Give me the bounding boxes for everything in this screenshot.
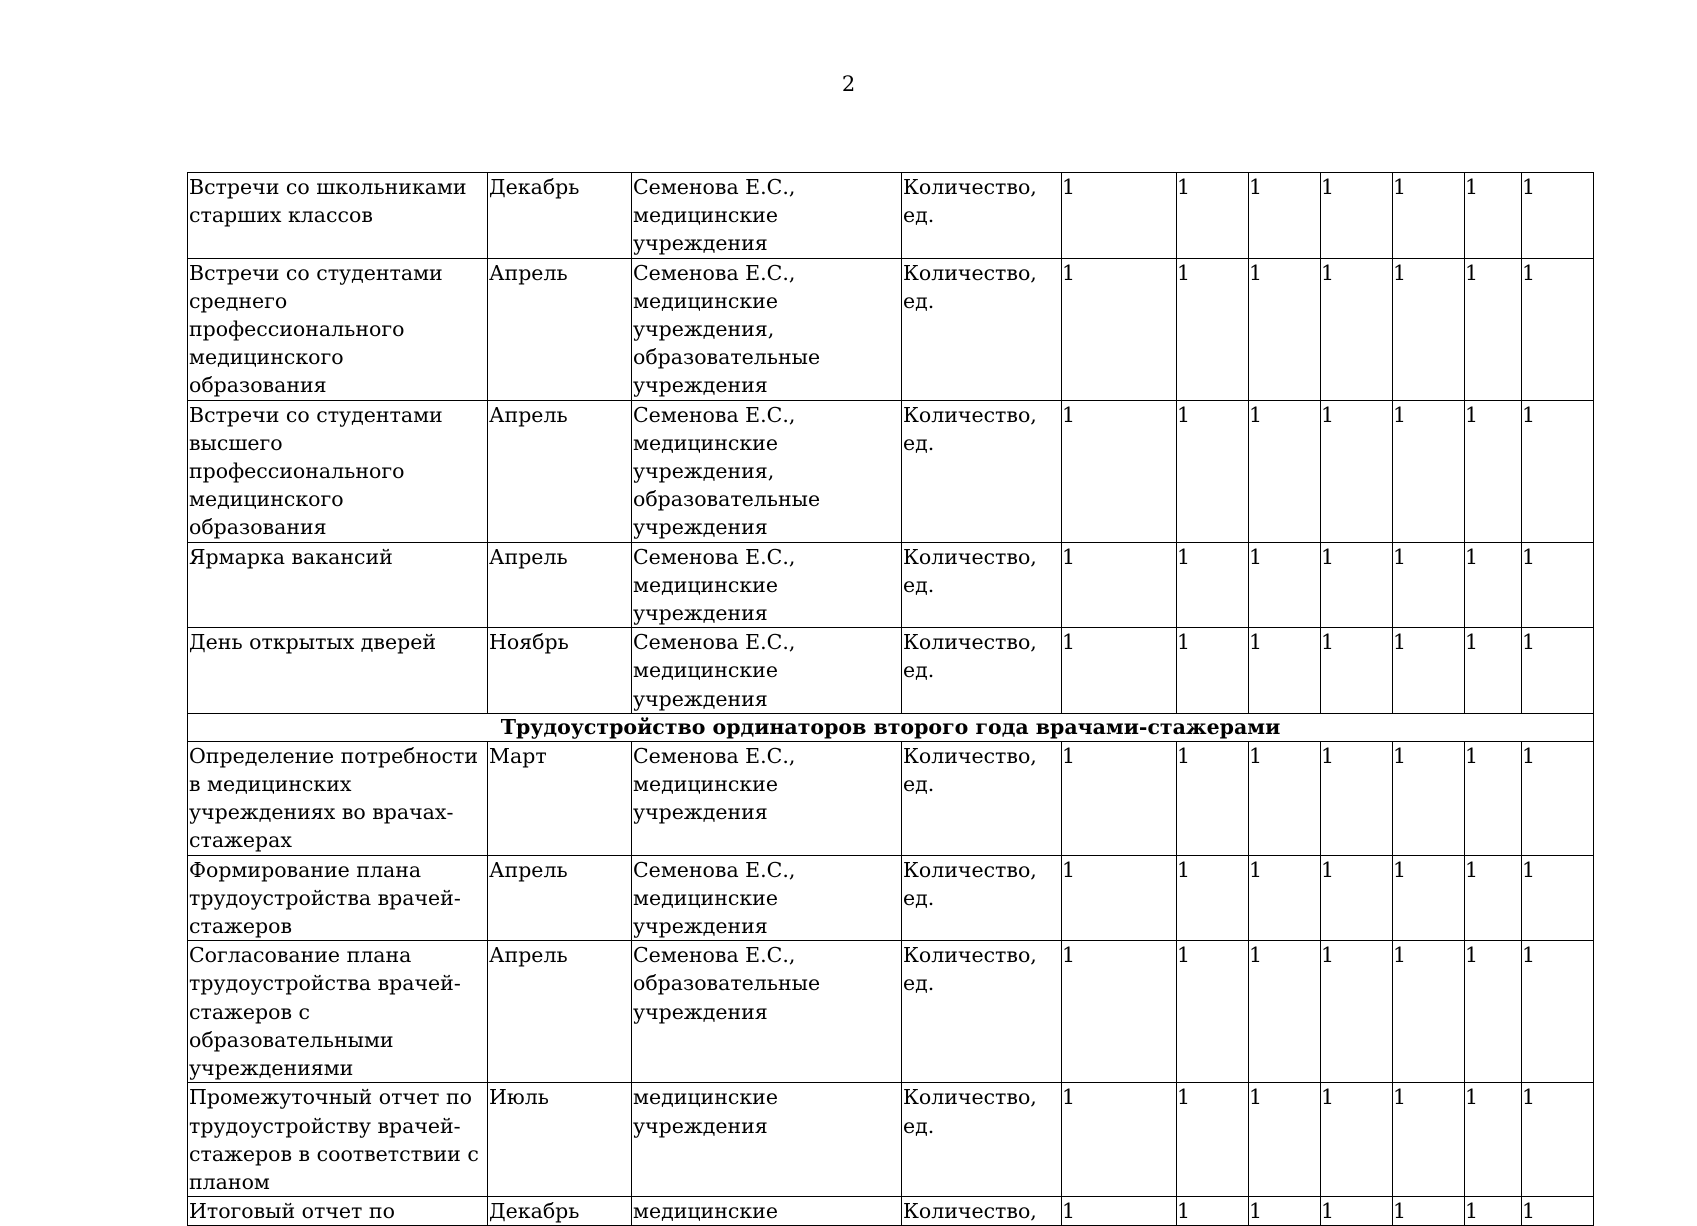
value-cell: 1 [1177,173,1249,259]
plan-table [187,172,1594,1226]
value-cell: 1 [1393,542,1465,628]
table-row [188,1197,1594,1226]
activity-cell: Промежуточный отчет по трудоустройству врачей-стажеров в соответствии с планом [188,1083,488,1197]
page-number: 2 [841,72,856,96]
value-cell: 1 [1177,628,1249,714]
value-cell: 1 [1465,542,1522,628]
table-section [188,713,1594,741]
value-cell: 1 [1062,1083,1177,1197]
value-cell: 1 [1393,173,1465,259]
value-cell: 1 [1062,542,1177,628]
value-cell: 1 [1522,741,1594,855]
table-row [188,855,1594,941]
value-cell: 1 [1321,542,1393,628]
value-cell: 1 [1249,1197,1321,1226]
activity-cell: Встречи со студентами высшего профессионального медицинского образования [188,400,488,542]
indicator-cell: Количество, ед. [902,1083,1062,1197]
value-cell: 1 [1393,1083,1465,1197]
indicator-cell: Количество, [902,1197,1062,1226]
value-cell: 1 [1321,400,1393,542]
value-cell: 1 [1062,855,1177,941]
activity-cell: Встречи со школьниками старших классов [188,173,488,259]
responsible-cell: Семенова Е.С., медицинские учреждения [632,542,902,628]
value-cell: 1 [1177,855,1249,941]
activity-cell: Ярмарка вакансий [188,542,488,628]
activity-cell: День открытых дверей [188,628,488,714]
value-cell: 1 [1393,855,1465,941]
section-row [188,713,1594,741]
value-cell: 1 [1321,258,1393,400]
value-cell: 1 [1249,258,1321,400]
period-cell: Март [488,741,632,855]
value-cell: 1 [1062,741,1177,855]
value-cell: 1 [1321,741,1393,855]
indicator-cell: Количество, ед. [902,400,1062,542]
indicator-cell: Количество, ед. [902,173,1062,259]
value-cell: 1 [1393,628,1465,714]
value-cell: 1 [1177,1197,1249,1226]
table-row [188,258,1594,400]
period-cell: Апрель [488,941,632,1083]
indicator-cell: Количество, ед. [902,628,1062,714]
value-cell: 1 [1062,1197,1177,1226]
value-cell: 1 [1522,1083,1594,1197]
activity-cell: Встречи со студентами среднего профессионального медицинского образования [188,258,488,400]
value-cell: 1 [1465,741,1522,855]
value-cell: 1 [1249,1083,1321,1197]
indicator-cell: Количество, ед. [902,258,1062,400]
value-cell: 1 [1062,173,1177,259]
value-cell: 1 [1249,941,1321,1083]
value-cell: 1 [1465,173,1522,259]
value-cell: 1 [1522,400,1594,542]
indicator-cell: Количество, ед. [902,941,1062,1083]
value-cell: 1 [1522,1197,1594,1226]
table-row [188,741,1594,855]
period-cell: Ноябрь [488,628,632,714]
value-cell: 1 [1249,400,1321,542]
period-cell: Апрель [488,855,632,941]
value-cell: 1 [1062,258,1177,400]
value-cell: 1 [1393,741,1465,855]
value-cell: 1 [1393,1197,1465,1226]
period-cell: Июль [488,1083,632,1197]
value-cell: 1 [1321,1083,1393,1197]
value-cell: 1 [1522,855,1594,941]
value-cell: 1 [1249,855,1321,941]
table-row [188,542,1594,628]
table-body-employment [188,741,1594,1225]
responsible-cell: медицинские учреждения [632,1083,902,1197]
value-cell: 1 [1522,542,1594,628]
activity-cell: Согласование плана трудоустройства врачей-стажеров с образовательными учреждениями [188,941,488,1083]
value-cell: 1 [1393,941,1465,1083]
responsible-cell: Семенова Е.С., медицинские учреждения [632,628,902,714]
indicator-cell: Количество, ед. [902,741,1062,855]
value-cell: 1 [1522,628,1594,714]
value-cell: 1 [1393,258,1465,400]
indicator-cell: Количество, ед. [902,542,1062,628]
value-cell: 1 [1522,258,1594,400]
value-cell: 1 [1177,542,1249,628]
responsible-cell: Семенова Е.С., образовательные учреждения [632,941,902,1083]
activity-cell: Определение потребности в медицинских учреждениях во врачах-стажерах [188,741,488,855]
value-cell: 1 [1177,258,1249,400]
value-cell: 1 [1465,855,1522,941]
table-row [188,173,1594,259]
value-cell: 1 [1465,1083,1522,1197]
value-cell: 1 [1249,173,1321,259]
activity-cell: Итоговый отчет по [188,1197,488,1226]
responsible-cell: Семенова Е.С., медицинские учреждения [632,855,902,941]
responsible-cell: Семенова Е.С., медицинские учреждения, образовательные учреждения [632,400,902,542]
table-body-events [188,173,1594,714]
period-cell: Апрель [488,542,632,628]
value-cell: 1 [1321,1197,1393,1226]
value-cell: 1 [1062,941,1177,1083]
table-row [188,400,1594,542]
value-cell: 1 [1249,741,1321,855]
table-row [188,941,1594,1083]
responsible-cell: медицинские [632,1197,902,1226]
table-row [188,1083,1594,1197]
indicator-cell: Количество, ед. [902,855,1062,941]
value-cell: 1 [1177,400,1249,542]
period-cell: Апрель [488,258,632,400]
value-cell: 1 [1522,941,1594,1083]
value-cell: 1 [1465,628,1522,714]
value-cell: 1 [1465,400,1522,542]
table-row [188,628,1594,714]
responsible-cell: Семенова Е.С., медицинские учреждения [632,173,902,259]
period-cell: Декабрь [488,1197,632,1226]
value-cell: 1 [1249,542,1321,628]
period-cell: Декабрь [488,173,632,259]
value-cell: 1 [1177,741,1249,855]
section-title: Трудоустройство ординаторов второго года врачами-стажерами [188,713,1594,741]
value-cell: 1 [1062,400,1177,542]
value-cell: 1 [1321,855,1393,941]
value-cell: 1 [1522,173,1594,259]
value-cell: 1 [1393,400,1465,542]
responsible-cell: Семенова Е.С., медицинские учреждения, образовательные учреждения [632,258,902,400]
period-cell: Апрель [488,400,632,542]
value-cell: 1 [1321,628,1393,714]
value-cell: 1 [1465,941,1522,1083]
value-cell: 1 [1465,1197,1522,1226]
value-cell: 1 [1321,173,1393,259]
value-cell: 1 [1177,1083,1249,1197]
value-cell: 1 [1062,628,1177,714]
responsible-cell: Семенова Е.С., медицинские учреждения [632,741,902,855]
value-cell: 1 [1249,628,1321,714]
value-cell: 1 [1321,941,1393,1083]
value-cell: 1 [1465,258,1522,400]
value-cell: 1 [1177,941,1249,1083]
activity-cell: Формирование плана трудоустройства врачей-стажеров [188,855,488,941]
